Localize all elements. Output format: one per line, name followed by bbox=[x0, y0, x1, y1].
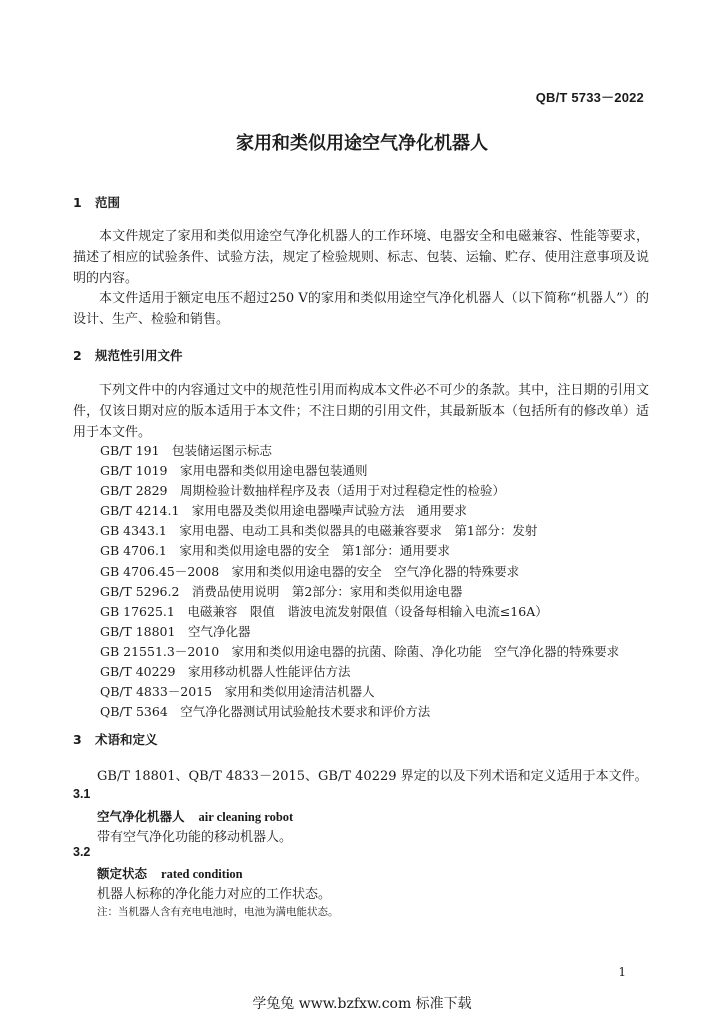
section-heading bbox=[73, 193, 120, 211]
reference-item: GB/T 40229 家用移动机器人性能评估方法 bbox=[100, 664, 351, 680]
page-number: 1 bbox=[618, 965, 626, 979]
reference-list bbox=[100, 441, 619, 722]
reference-item: GB 17625.1 电磁兼容 限值 谐波电流发射限值（设备每相输入电流≤16A） bbox=[100, 603, 548, 619]
term-name bbox=[97, 864, 243, 882]
section-title: 范围 bbox=[95, 195, 121, 210]
reference-item: QB/T 5364 空气净化器测试用试验舱技术要求和评价方法 bbox=[100, 704, 431, 720]
section-title: 术语和定义 bbox=[95, 732, 158, 747]
document-title: 家用和类似用途空气净化机器人 bbox=[236, 133, 488, 154]
footer-watermark: 学兔兔 www.bzfxw.com 标准下载 bbox=[252, 996, 472, 1012]
section-number: 1 bbox=[73, 195, 82, 210]
reference-item: GB 21551.3－2010 家用和类似用途电器的抗菌、除菌、净化功能 空气净化器的特殊要求 bbox=[100, 643, 620, 659]
term-name-zh: 额定状态 bbox=[97, 866, 148, 881]
reference-item: GB 4706.45－2008 家用和类似用途电器的安全 空气净化器的特殊要求 bbox=[100, 563, 520, 579]
term-number: 3.2 bbox=[73, 845, 91, 859]
paragraph: 本文件规定了家用和类似用途空气净化机器人的工作环境、电器安全和电磁兼容、性能等要求，描述了相应的试验条件、试验方法，规定了检验规则、标志、包装、运输、贮存、使用注意事项及说明的内容。 bbox=[73, 229, 649, 286]
reference-item: GB 4706.1 家用和类似用途电器的安全 第1部分：通用要求 bbox=[100, 543, 450, 559]
reference-item: QB/T 4833－2015 家用和类似用途清洁机器人 bbox=[100, 684, 375, 700]
term-name-zh: 空气净化机器人 bbox=[97, 809, 185, 824]
paragraph: 下列文件中的内容通过文中的规范性引用而构成本文件必不可少的条款。其中，注日期的引用文件，仅该日期对应的版本适用于本文件；不注日期的引用文件，其最新版本（包括所有的修改单）适用于本文件。 bbox=[73, 383, 649, 440]
section-number: 3 bbox=[73, 732, 82, 747]
section-heading bbox=[73, 730, 158, 748]
reference-item: GB 4343.1 家用电器、电动工具和类似器具的电磁兼容要求 第1部分：发射 bbox=[100, 523, 538, 539]
term-definition: 带有空气净化功能的移动机器人。 bbox=[97, 830, 293, 845]
reference-item: GB/T 18801 空气净化器 bbox=[100, 623, 251, 639]
section-number: 2 bbox=[73, 348, 82, 363]
term-note: 注：当机器人含有充电电池时，电池为满电能状态。 bbox=[97, 906, 339, 918]
paragraph: 本文件适用于额定电压不超过250 V的家用和类似用途空气净化机器人（以下简称“机器人”）的设计、生产、检验和销售。 bbox=[73, 291, 649, 327]
reference-item: GB/T 191 包装储运图示标志 bbox=[100, 443, 273, 458]
section-heading bbox=[73, 346, 183, 364]
term-definition: 机器人标称的净化能力对应的工作状态。 bbox=[97, 887, 332, 902]
term-name-en: air cleaning robot bbox=[198, 810, 294, 824]
term-name-en: rated condition bbox=[161, 867, 243, 881]
term-number: 3.1 bbox=[73, 787, 91, 801]
reference-item: GB/T 1019 家用电器和类似用途电器包装通则 bbox=[100, 463, 368, 479]
reference-item: GB/T 4214.1 家用电器及类似用途电器噪声试验方法 通用要求 bbox=[100, 503, 467, 519]
section-title: 规范性引用文件 bbox=[95, 348, 183, 363]
reference-item: GB/T 5296.2 消费品使用说明 第2部分：家用和类似用途电器 bbox=[100, 583, 463, 599]
paragraph: GB/T 18801、QB/T 4833－2015、GB/T 40229 界定的以及下列术语和定义适用于本文件。 bbox=[97, 769, 648, 784]
term-name bbox=[97, 807, 293, 825]
standard-code: QB/T 5733－2022 bbox=[535, 90, 644, 105]
reference-item: GB/T 2829 周期检验计数抽样程序及表（适用于对过程稳定性的检验） bbox=[100, 483, 506, 499]
